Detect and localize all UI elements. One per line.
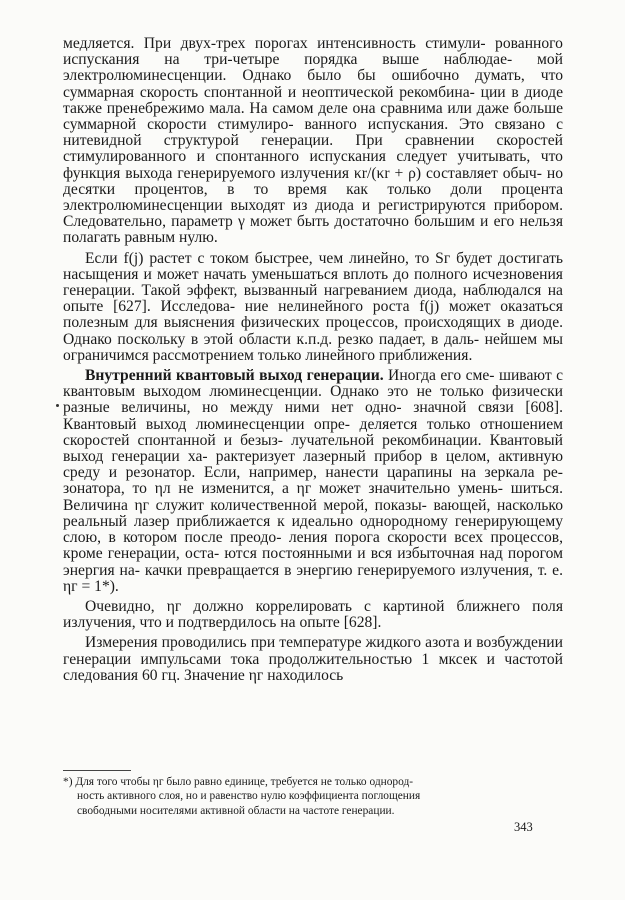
paragraph-2 — [63, 251, 563, 364]
paragraph-1 — [63, 36, 563, 247]
text-line: шивают с квантовым выходом люминесценции. Однако это не — [63, 367, 563, 401]
text-line: Очевидно, ηг должно коррелировать с картиной ближнего — [85, 597, 521, 615]
text-line: приближения. — [378, 346, 473, 364]
text-line: ηг = 1*). — [63, 577, 119, 595]
text-line: рованного испускания на три-четыре порядка выше наблюдае- — [63, 35, 563, 69]
paragraph-4 — [63, 599, 563, 631]
footnote-divider — [63, 770, 131, 771]
text-line: Однако поскольку в этой области к.п.д. резко падает, в даль- — [63, 330, 480, 348]
text-line: деляется только отношением скоростей спонтанной и безыз- — [63, 415, 563, 449]
text-line: ются постоянными и вся избыточная над порогом энергия на- — [63, 545, 563, 579]
text-line: спонтанного испускания следует учитывать, что функция — [63, 148, 563, 182]
text-line: резонатор. Если, например, нанести царапины на зеркала ре- — [125, 464, 563, 482]
footnote-line: *) Для того чтобы ηг было равно единице, требуется не только однород- — [63, 776, 414, 788]
text-line: Измерения проводились при температуре жидкого азота и — [85, 634, 473, 652]
text-line: ления порога скорости всех процессов, кроме генерации, оста- — [63, 529, 563, 563]
text-line: ции в диоде также пренебрежимо мала. На самом деле она — [63, 83, 563, 117]
footnote-line: ность активного слоя, но и равенство нулю коэффициента поглощения — [77, 790, 421, 803]
text-line: выяснения физических процессов, происходящих в диоде. — [163, 314, 564, 332]
section-run-in-heading: Внутренний квантовый выход генерации. — [85, 367, 384, 385]
main-text — [63, 36, 563, 684]
text-line: качки превращается в энергию генерируемого излучения, т. е. — [144, 561, 563, 579]
page-number: 343 — [514, 820, 533, 834]
text-line: ванного испускания. Это связано с нитевидной структурой — [63, 116, 563, 150]
text-line: шиться. Величина ηг служит количественной мерой, показы- — [63, 480, 563, 514]
text-line: генерации. При сравнении скоростей стимулированного и — [63, 132, 564, 166]
text-line: нейшем мы ограничимся рассмотрением только линейного — [63, 330, 564, 364]
text-line: но десятки процентов, в то время как только доли процента — [63, 164, 564, 198]
text-line: рактеризует лазерный прибор в целом, активную среду и — [63, 448, 563, 482]
text-line: значной связи [608]. Квантовый выход люминесценции опре- — [63, 399, 563, 433]
footnote — [63, 775, 563, 818]
text-line: прибором. Следовательно, параметр γ может быть достаточно — [63, 197, 563, 231]
text-line: однородному генерирующему слою, в котором после преодо- — [63, 512, 564, 547]
text-line: Иногда его сме- — [383, 367, 495, 385]
text-line: лучательной рекомбинации. Квантовый выход генерации ха- — [63, 431, 563, 466]
text-line: выхода генерируемого излучения κr/(κr + ρ) составляет обыч- — [125, 164, 542, 182]
text-line: зонатора, то ηл не изменится, а ηг может значительно умень- — [63, 480, 503, 498]
text-line: сравнима или даже больше суммарной скорости стимулиро- — [63, 99, 563, 134]
text-line: мой электролюминесценции. Однако было бы ошибочно думать, — [63, 51, 563, 85]
margin-dot-mark — [56, 404, 59, 407]
text-line: нагреванием диода, наблюдался на опыте [627]. Исследова- — [63, 282, 563, 316]
text-line: что суммарная скорость спонтанной и неоптической рекомбина- — [63, 67, 563, 101]
text-line: полного исчезновения генерации. Такой эффект, вызванный — [63, 265, 563, 300]
text-line: ние нелинейного роста f(j) может оказаться полезным для — [63, 298, 563, 332]
paragraph-5 — [63, 635, 563, 684]
paragraph-3 — [63, 368, 563, 595]
text-line: только физически разные величины, но между ними нет одно- — [63, 383, 564, 417]
text-line: поля излучения, что и подтвердилось на опыте [628]. — [63, 597, 563, 632]
text-line: возбуждении генерации импульсами тока продолжительностью — [63, 634, 563, 668]
text-line: 1 мксек и частотой следования 60 гц. Значение ηг находилось — [63, 650, 564, 684]
text-line: достигать насыщения и может начать уменьшаться вплоть до — [63, 249, 563, 283]
text-line: вающей, насколько реальный лазер приближается к идеально — [63, 496, 563, 530]
footnote-line: свободными носителями активной области на частоте генерации. — [77, 804, 395, 817]
text-line: Если f(j) растет с током быстрее, чем линейно, то Sг будет — [85, 249, 493, 267]
text-line: большим и его нельзя полагать равным нулю. — [63, 213, 563, 247]
text-line: электролюминесценции выходят из диода и регистрируются — [63, 197, 486, 215]
text-line: медляется. При двух-трех порогах интенсивность стимули- — [63, 35, 486, 52]
